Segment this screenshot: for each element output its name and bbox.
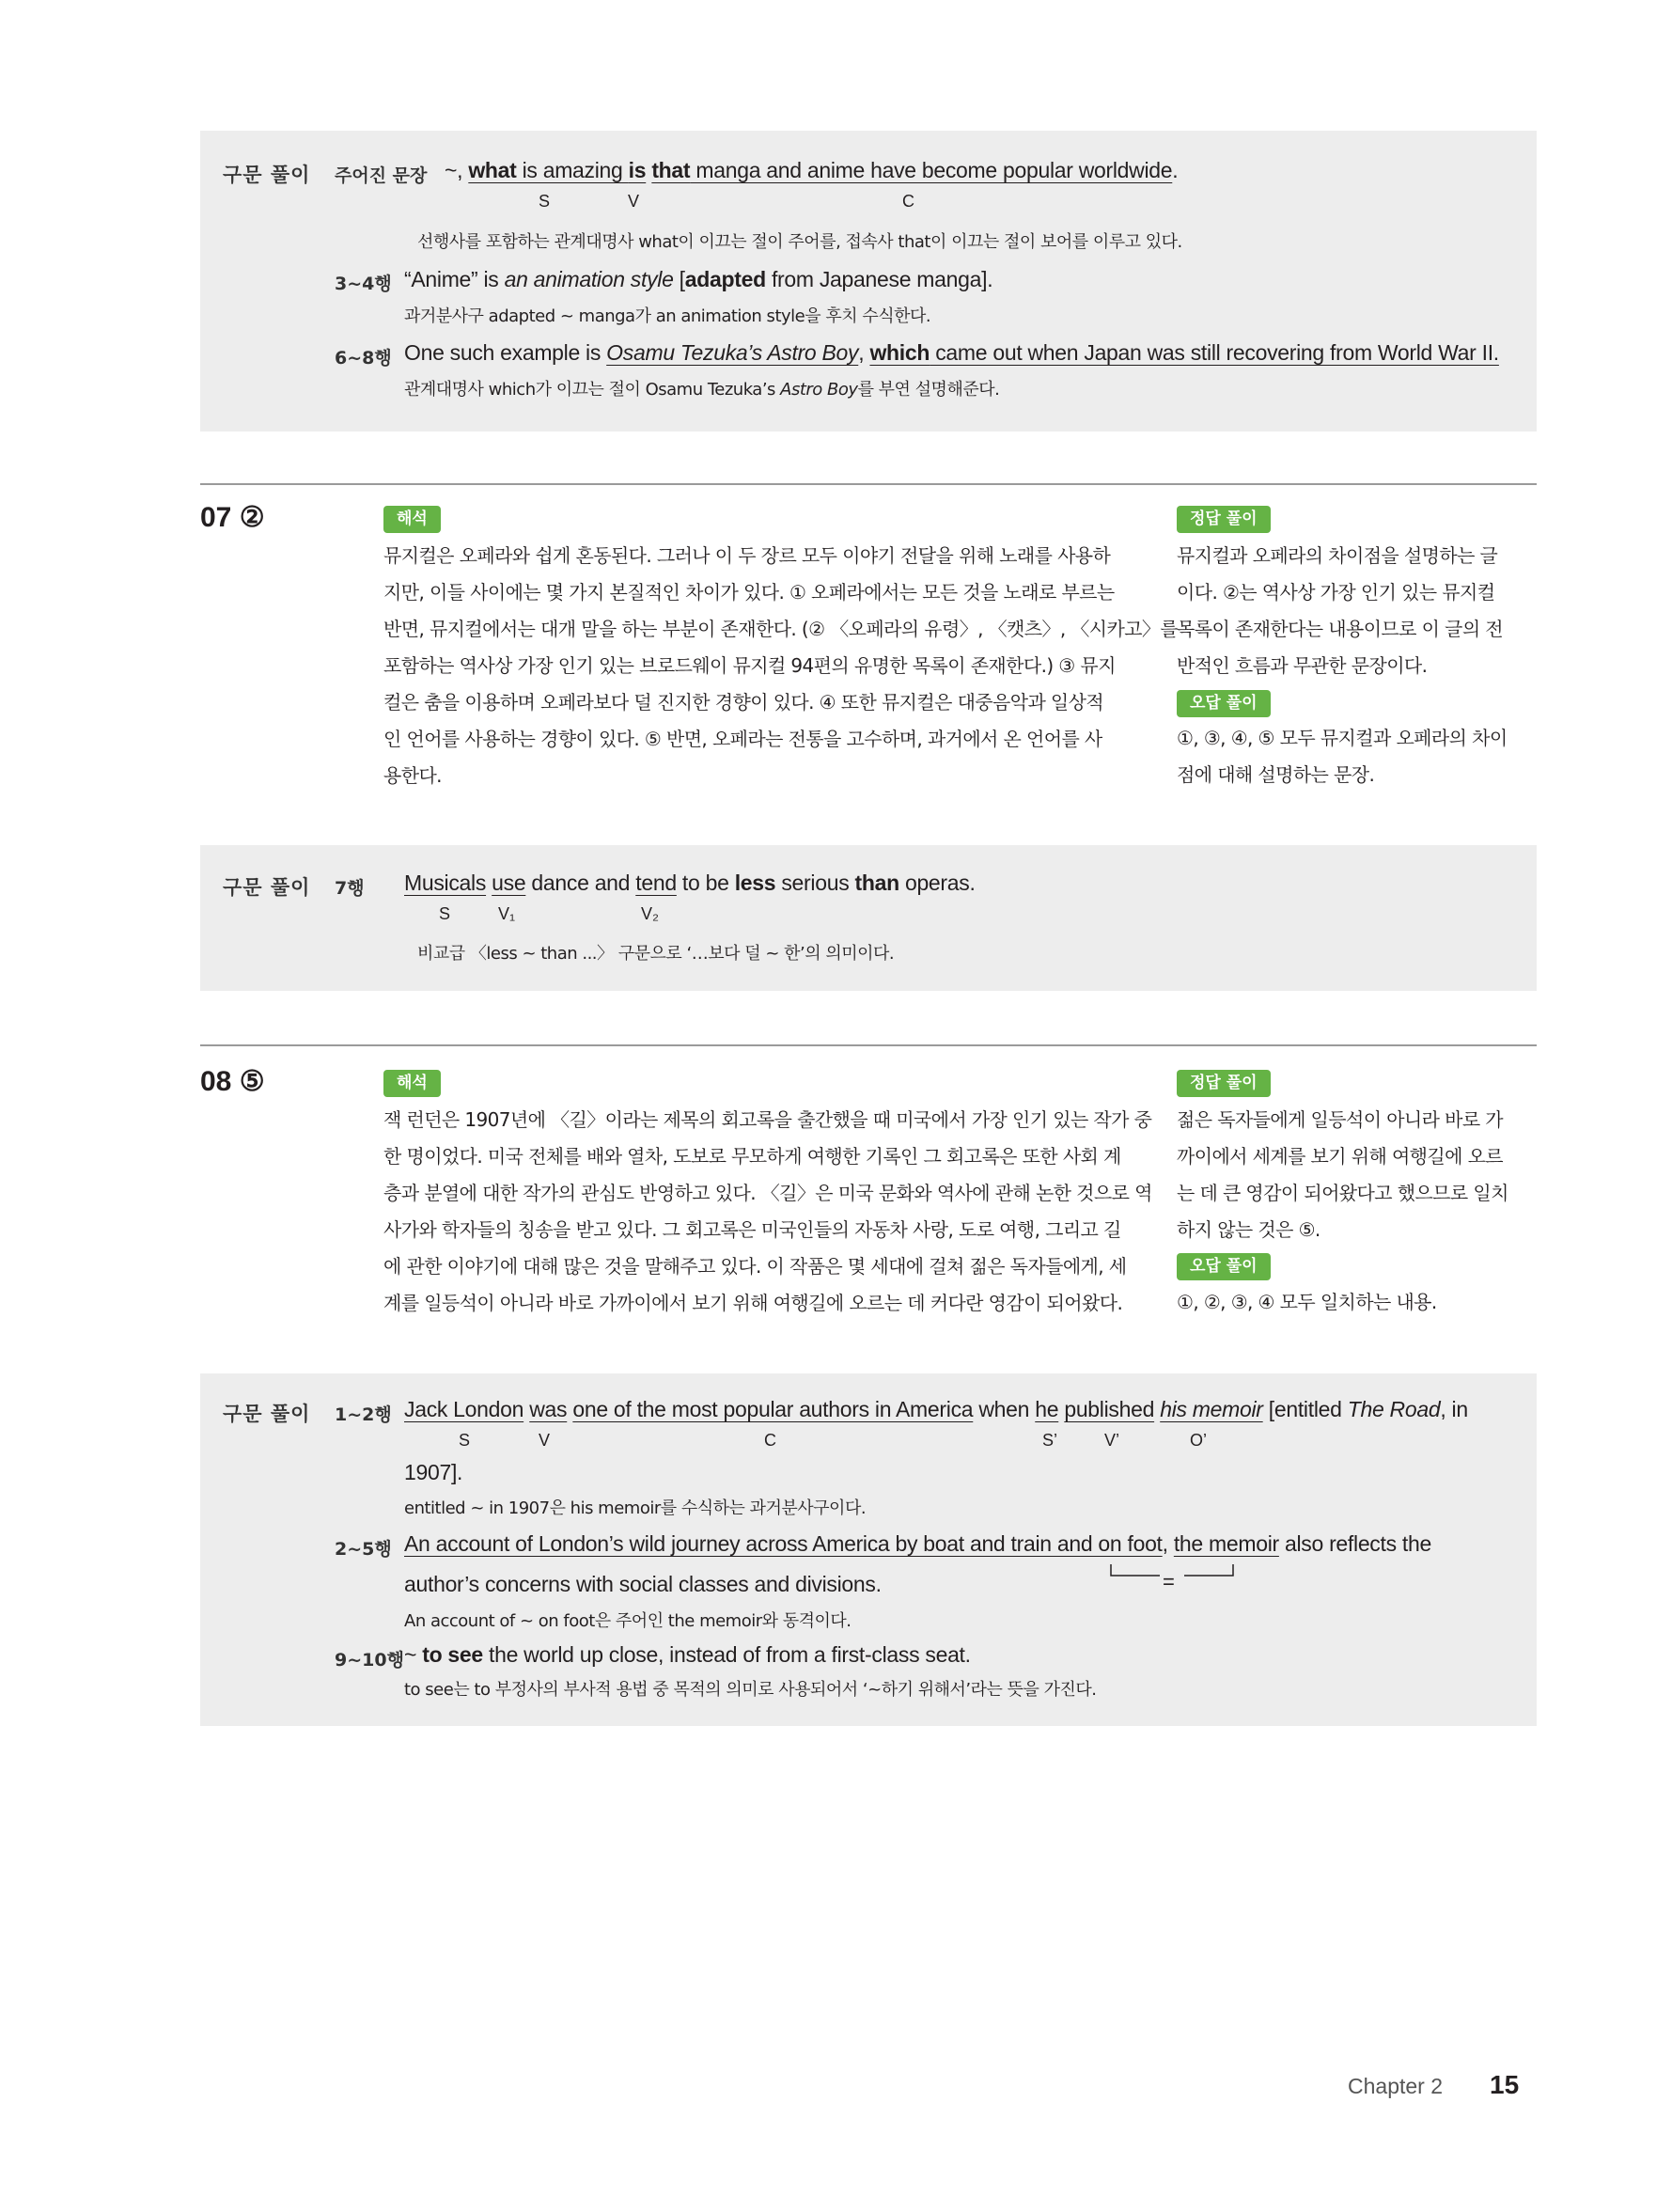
note: to see는 to 부정사의 부사적 용법 중 목적의 의미로 사용되어서 ‘~하기 위해서’라는 뜻을 가진다.: [404, 1680, 1097, 1700]
line-ref: 9~10행: [335, 1650, 404, 1671]
sentence-08-1-cont: 1907].: [404, 1460, 463, 1484]
sentence-08-2: An account of London’s wild journey across America by boat and train and on foot, the memoir also reflects the: [404, 1531, 1431, 1556]
syntax-label: 구문 풀이: [223, 164, 311, 186]
mark-v: V: [628, 192, 640, 211]
answer-explanation-08: 젊은 독자들에게 일등석이 아니라 바로 가 까이에서 세계를 보기 위해 여행길에 오르 는 데 큰 영감이 되어왔다고 했으므로 일치 하지 않는 것은 ⑤.: [1177, 1108, 1508, 1241]
mark-s-prime: S’: [1042, 1431, 1058, 1450]
line-ref: 1~2행: [335, 1404, 392, 1425]
mark-c: C: [764, 1431, 776, 1450]
sentence-07: Musicals use dance and tend to be less serious than operas.: [404, 871, 976, 895]
mark-s: S: [539, 192, 551, 211]
tag-answer: 정답 풀이: [1177, 1070, 1271, 1097]
mark-c: C: [902, 192, 914, 211]
equal-sign: =: [1163, 1570, 1175, 1593]
question-number: 08 ⑤: [200, 1066, 265, 1097]
page-number: 15: [1490, 2070, 1520, 2099]
syntax-label: 구문 풀이: [223, 1403, 311, 1425]
mark-s: S: [459, 1431, 471, 1450]
line-ref: 3~4행: [335, 274, 392, 294]
mark-o-prime: O’: [1190, 1431, 1207, 1450]
answer-mark: ⑤: [239, 1066, 265, 1097]
mark-v2: V₂: [641, 904, 659, 923]
answer-explanation-07: 뮤지컬과 오페라의 차이점을 설명하는 글 이다. ②는 역사상 가장 인기 있는 뮤지컬 목록이 존재한다는 내용이므로 이 글의 전 반적인 흐름과 무관한 문장이다.: [1177, 544, 1504, 677]
divider: [200, 483, 1537, 485]
tag-answer: 정답 풀이: [1177, 506, 1271, 533]
sentence-08-1: Jack London was one of the most popular authors in America when he published his memoir [entitled The Road, in: [404, 1397, 1468, 1421]
tag-wrong: 오답 풀이: [1177, 690, 1271, 717]
mark-s: S: [439, 904, 451, 923]
line-ref: 주어진 문장: [335, 165, 428, 186]
sentence-08-3: ~ to see the world up close, instead of from a first-class seat.: [404, 1642, 971, 1667]
wrong-explanation-08: ①, ②, ③, ④ 모두 일치하는 내용.: [1177, 1291, 1437, 1313]
wrong-explanation-07: ①, ③, ④, ⑤ 모두 뮤지컬과 오페라의 차이 점에 대해 설명하는 문장.: [1177, 727, 1508, 786]
syntax-box-2: [200, 845, 1537, 991]
tag-wrong: 오답 풀이: [1177, 1253, 1271, 1280]
mark-v-prime: V’: [1104, 1431, 1120, 1450]
tag-haeseok: 해석: [383, 506, 441, 533]
mark-v1: V₁: [498, 904, 516, 923]
sentence-3: One such example is Osamu Tezuka’s Astro Boy, which came out when Japan was still recovering from World War II.: [404, 340, 1499, 365]
note: An account of ~ on foot은 주어인 the memoir와 동격이다.: [404, 1611, 852, 1631]
translation-08: 잭 런던은 1907년에 〈길〉이라는 제목의 회고록을 출간했을 때 미국에서 가장 인기 있는 작가 중 한 명이었다. 미국 전체를 배와 열차, 도보로 무모하게 여행한 기록인 그 회고록은 또한 사회 계 층과 분열에 대한 작가의 관심도 반영하고 있다. 〈길〉은 미국 문화와 역사에 관해 논한 것으로 역 사가와 학자들의 칭송을 받고 있다. 그 회고록은 미국인들의 자동차 사랑, 도로 여행, 그리고 길 에 관한 이야기에 대해 많은 것을 말해주고 있다. 이 작품은 몇 세대에 걸쳐 젊은 독자들에게, 세 계를 일등석이 아니라 바로 가까이에서 보기 위해 여행길에 오르는 데 커다란 영감이 되어왔다.: [383, 1108, 1152, 1314]
sentence-2: “Anime” is an animation style [adapted from Japanese manga].: [404, 267, 993, 291]
line-ref: 2~5행: [335, 1539, 392, 1560]
note: 과거분사구 adapted ~ manga가 an animation style을 후치 수식한다.: [404, 306, 931, 326]
sentence-08-2-cont: author’s concerns with social classes and divisions.: [404, 1572, 882, 1596]
note: entitled ~ in 1907은 his memoir를 수식하는 과거분사구이다.: [404, 1498, 867, 1518]
mark-v: V: [539, 1431, 551, 1450]
question-number: 07 ②: [200, 502, 265, 533]
syntax-label: 구문 풀이: [223, 876, 311, 899]
chapter-label: Chapter 2: [1348, 2074, 1444, 2098]
line-ref: 6~8행: [335, 348, 392, 369]
note: 관계대명사 which가 이끄는 절이 Osamu Tezuka’s Astro Boy를 부연 설명해준다.: [404, 380, 1000, 400]
note: 선행사를 포함하는 관계대명사 what이 이끄는 절이 주어를, 접속사 that이 이끄는 절이 보어를 이루고 있다.: [417, 232, 1182, 252]
sentence-1: ~, what is amazing is that manga and anime have become popular worldwide.: [445, 158, 1179, 182]
translation-07: 뮤지컬은 오페라와 쉽게 혼동된다. 그러나 이 두 장르 모두 이야기 전달을 위해 노래를 사용하 지만, 이들 사이에는 몇 가지 본질적인 차이가 있다. ① 오페라에서는 모든 것을 노래로 부르는 반면, 뮤지컬에서는 대개 말을 하는 부분이 존재한다. (② 〈오페라의 유령〉, 〈캣츠〉, 〈시카고〉를 포함하는 역사상 가장 인기 있는 브로드웨이 뮤지컬 94편의 유명한 목록이 존재한다.) ③ 뮤지 컬은 춤을 이용하며 오페라보다 덜 진지한 경향이 있다. ④ 또한 뮤지컬은 대중음악과 일상적 인 언어를 사용하는 경향이 있다. ⑤ 반면, 오페라는 전통을 고수하며, 과거에서 온 언어를 사 용한다.: [383, 544, 1179, 787]
tag-haeseok: 해석: [383, 1070, 441, 1097]
answer-mark: ②: [239, 502, 265, 533]
note: 비교급 〈less ~ than ...〉 구문으로 ‘…보다 덜 ~ 한’의 의미이다.: [417, 944, 895, 964]
divider: [200, 1044, 1537, 1046]
line-ref: 7행: [335, 878, 365, 899]
